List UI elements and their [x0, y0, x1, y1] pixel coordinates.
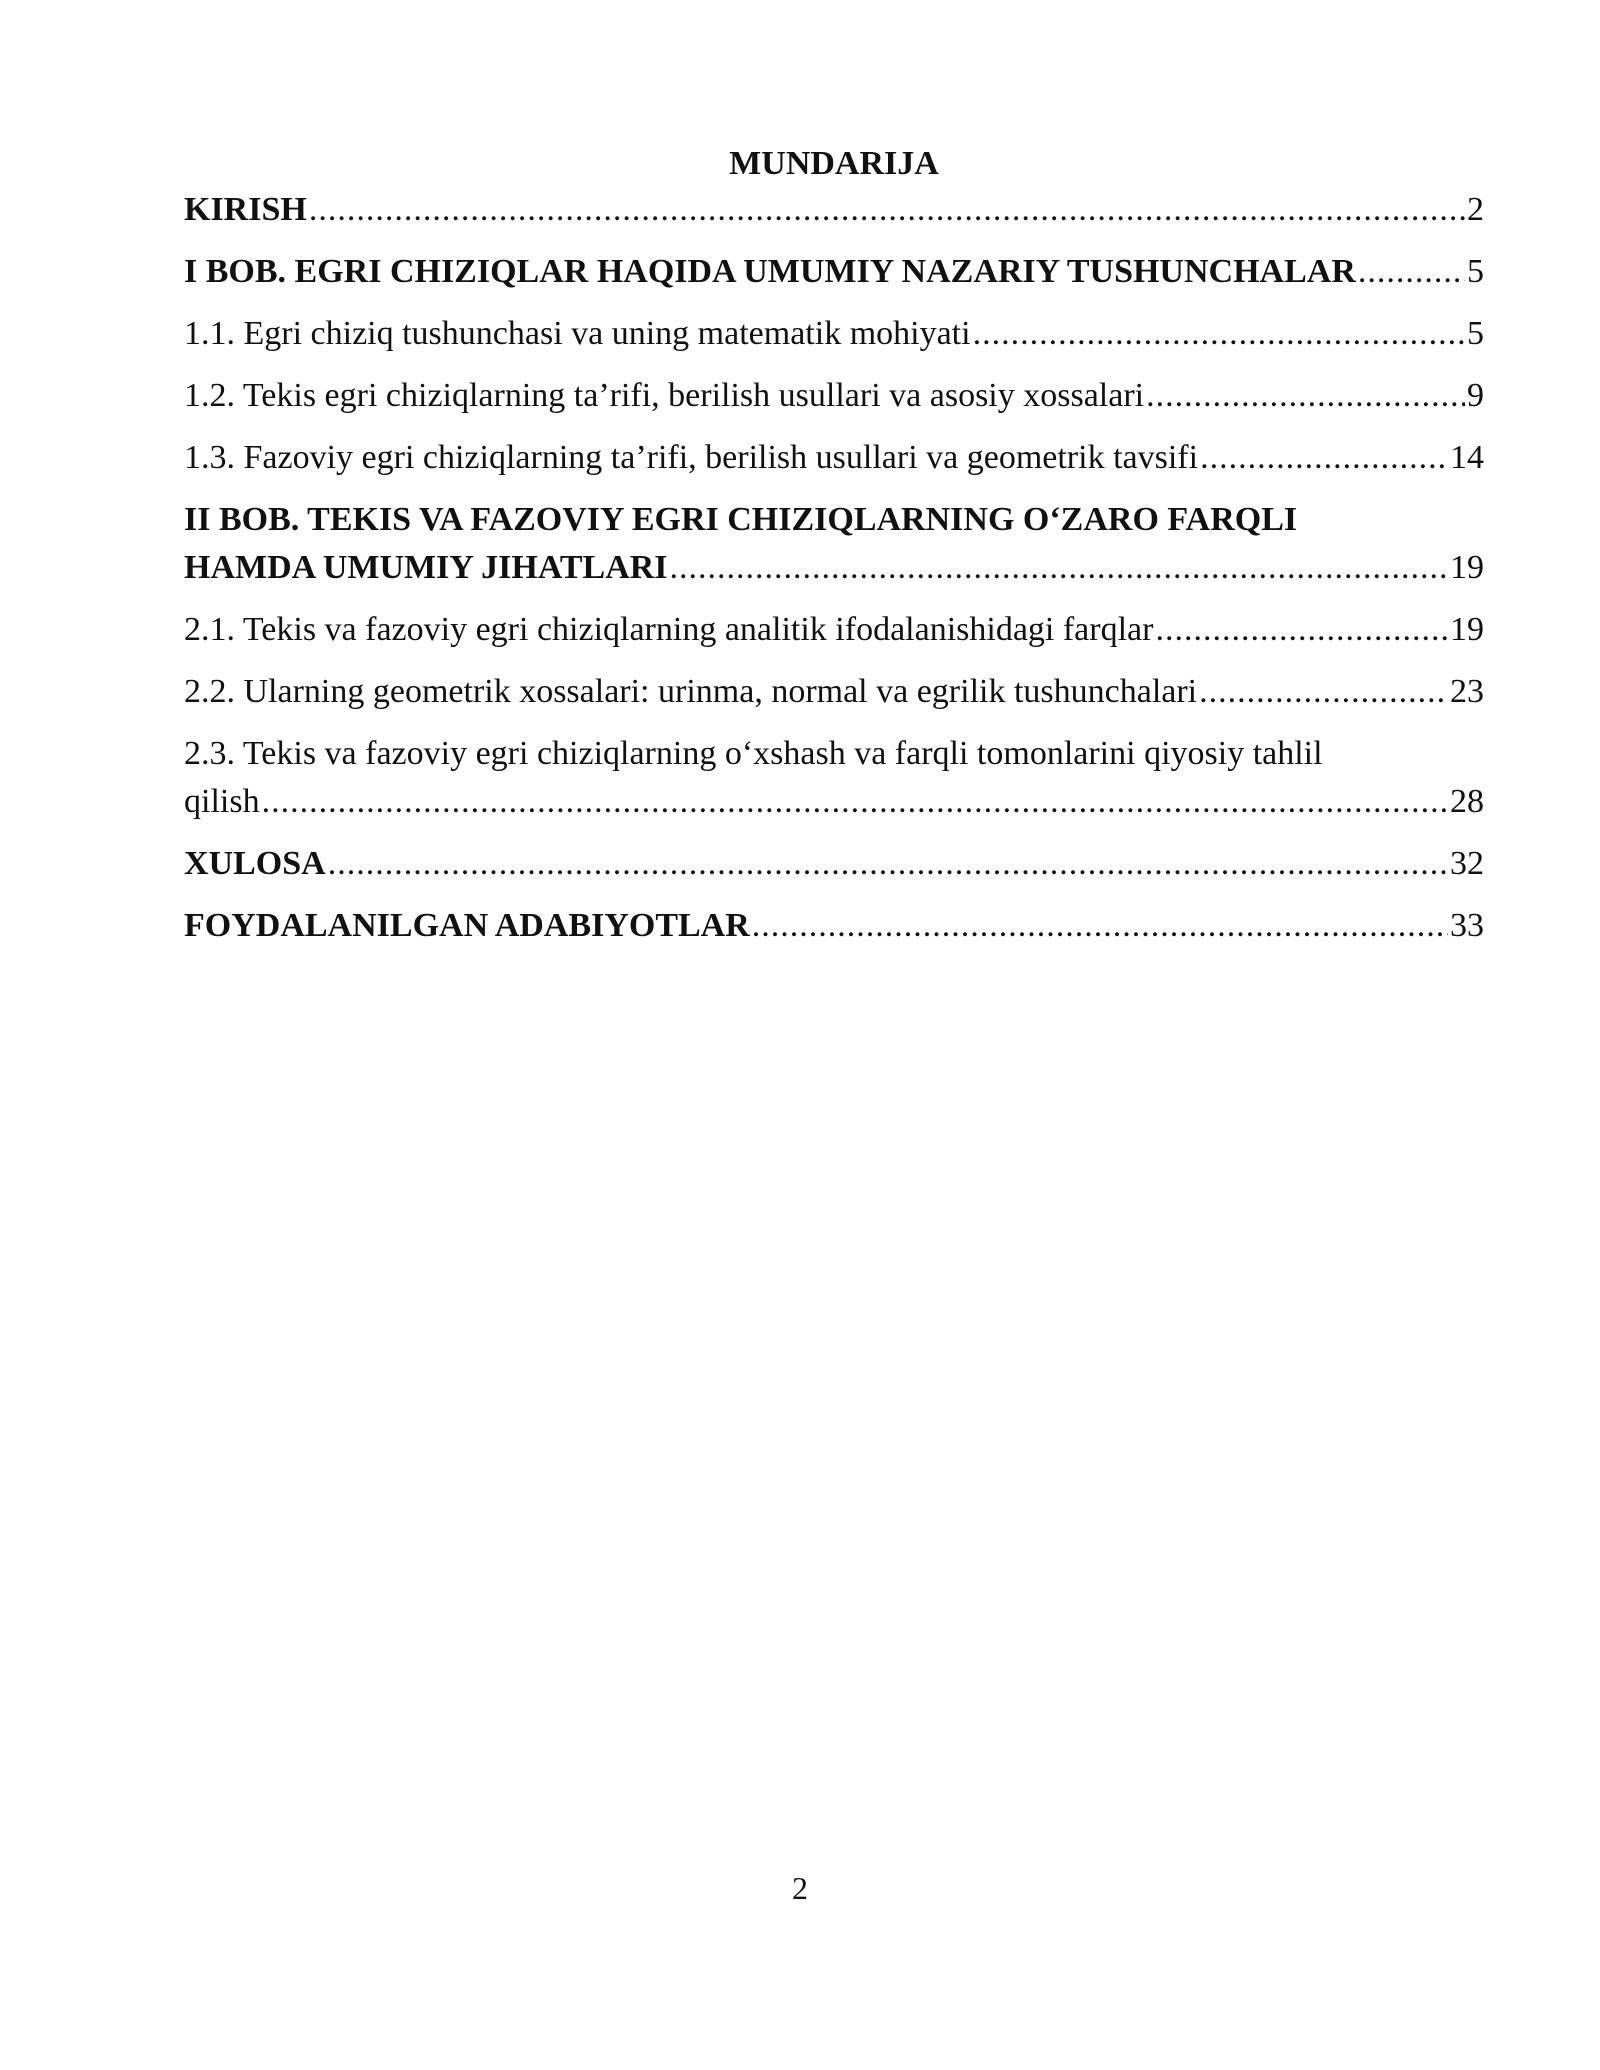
- dot-leader: [1199, 668, 1448, 716]
- toc-entry-label: 2.1. Tekis va fazoviy egri chiziqlarning analitik ifodalanishidagi farqlar: [184, 611, 1154, 648]
- toc-entry-section-2-2[interactable]: [184, 668, 1484, 716]
- dot-leader: [328, 840, 1448, 888]
- toc-entry-page: 5: [1467, 315, 1484, 352]
- dot-leader: [973, 310, 1465, 358]
- toc-entry-label-line-1: II BOB. TEKIS VA FAZOVIY EGRI CHIZIQLARNING O‘ZARO FARQLI: [184, 501, 1298, 538]
- toc-entry-xulosa[interactable]: [184, 840, 1484, 888]
- toc-entry-section-2-1[interactable]: [184, 606, 1484, 654]
- dot-leader: [1358, 248, 1465, 296]
- toc-entry-label-line-1: 2.3. Tekis va fazoviy egri chiziqlarning o‘xshash va farqli tomonlarini qiyosiy tahlil: [184, 735, 1323, 772]
- toc-entry-label: 1.2. Tekis egri chiziqlarning ta’rifi, berilish usullari va asosiy xossalari: [184, 377, 1145, 414]
- toc-entry-label: XULOSA: [184, 845, 326, 882]
- toc-entry-label: FOYDALANILGAN ADABIYOTLAR: [184, 907, 750, 944]
- toc-entry-section-1-3[interactable]: [184, 434, 1484, 482]
- toc-entry-last-line: [184, 778, 1484, 826]
- page-number-footer: 2: [792, 1870, 808, 1906]
- toc-entry-chapter-2[interactable]: [184, 496, 1484, 592]
- toc-entry-page: 32: [1450, 845, 1484, 882]
- toc-entry-page: 2: [1467, 191, 1484, 228]
- toc-entry-label: 2.2. Ularning geometrik xossalari: urinma, normal va egrilik tushunchalari: [184, 673, 1198, 710]
- toc-title: MUNDARIJA: [729, 145, 939, 182]
- toc-list: [184, 186, 1484, 950]
- toc-entry-section-1-2[interactable]: [184, 372, 1484, 420]
- toc-entry-kirish[interactable]: [184, 186, 1484, 234]
- toc-entry-label-line-2: qilish: [184, 783, 260, 820]
- dot-leader: [1146, 372, 1465, 420]
- toc-entry-label: KIRISH: [184, 191, 307, 228]
- dot-leader: [1155, 606, 1448, 654]
- toc-entry-label: 1.1. Egri chiziq tushunchasi va uning matematik mohiyati: [184, 315, 971, 352]
- table-of-contents: [184, 142, 1484, 964]
- toc-entry-page: 14: [1450, 439, 1484, 476]
- toc-entry-page: 9: [1467, 377, 1484, 414]
- toc-entry-page: 23: [1450, 673, 1484, 710]
- toc-entry-page: 28: [1450, 783, 1484, 820]
- toc-entry-page: 19: [1450, 611, 1484, 648]
- dot-leader: [309, 186, 1465, 234]
- toc-entry-section-1-1[interactable]: [184, 310, 1484, 358]
- dot-leader: [670, 544, 1448, 592]
- toc-entry-label: I BOB. EGRI CHIZIQLAR HAQIDA UMUMIY NAZARIY TUSHUNCHALAR: [184, 253, 1356, 290]
- toc-entry-section-2-3[interactable]: [184, 730, 1484, 826]
- dot-leader: [262, 778, 1448, 826]
- toc-entry-last-line: [184, 544, 1484, 592]
- toc-entry-chapter-1[interactable]: [184, 248, 1484, 296]
- toc-entry-page: 33: [1450, 907, 1484, 944]
- toc-entry-label-line-2: HAMDA UMUMIY JIHATLARI: [184, 549, 668, 586]
- dot-leader: [752, 902, 1448, 950]
- toc-entry-page: 5: [1467, 253, 1484, 290]
- dot-leader: [1200, 434, 1448, 482]
- toc-entry-page: 19: [1450, 549, 1484, 586]
- toc-entry-references[interactable]: [184, 902, 1484, 950]
- toc-entry-label: 1.3. Fazoviy egri chiziqlarning ta’rifi, berilish usullari va geometrik tavsifi: [184, 439, 1199, 476]
